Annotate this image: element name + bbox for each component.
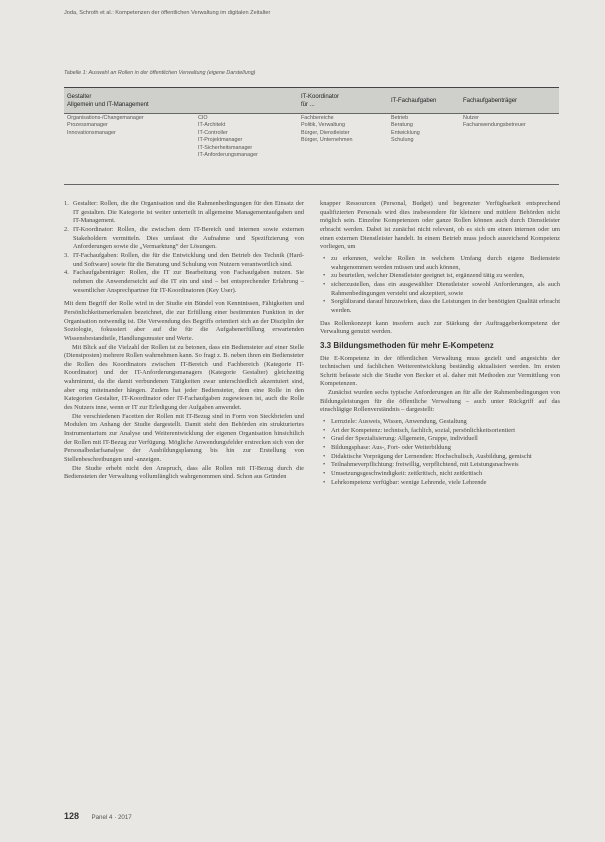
list-number: 2.: [64, 225, 69, 233]
paragraph: Das Rollenkonzept kann insofern auch zur Stärkung der Auftraggeberkompetenz der Verwaltung genutzt werden.: [320, 319, 560, 336]
header-text: IT-Koordinator: [301, 93, 340, 100]
paragraph: Die verschiedenen Facetten der Rollen mit IT-Bezug sind in Form von Steckbriefen und Modulen im Anhang der Studie dargestellt. Damit steht den Behörden ein strukturiertes Instrumentarium zur Analyse und Weiterentwicklung der eigenen Organisation hinsichtlich der Rollen mit IT-Bezug zur Verfügung. Mögliche Anwendungsfelder erstrecken sich von der Personalbedarfsanalyse der Ausbildungsplanung bis hin zur Erstellung von Stellenbeschreibungen und -anzeigen.: [64, 412, 304, 464]
paragraph: Zunächst wurden sechs typische Anforderungen an für alle der Rahmenbedingungen von Bildungsleistungen für die öffentliche Verwaltung – auch unter Rückgriff auf das einschlägige Rollenverständnis – dargestellt:: [320, 389, 560, 414]
list-text: Lernziele: Ausweis, Wissen, Anwendung, Gestaltung: [331, 418, 467, 426]
list-text: Lehrkompetenz verfügbar: wenige Lehrende, viele Lehrende: [331, 478, 487, 486]
list-text: Didaktische Vorprägung der Lernenden: Hochschulisch, Ausbildung, gemischt: [331, 452, 532, 460]
list-item: • Teilnahmeverpflichtung: freiwillig, verpflichtend, mit Leistungsnachweis: [323, 461, 519, 469]
list-text: IT-Koordinator: Rollen, die zwischen dem IT-Bereich und internen sowie externen Stakeholdern vermitteln. Dies umfasst die Aufnahme und Spezifizierung von Anforderungen sowie die „Vermarktung“ der Lösungen.: [73, 225, 304, 251]
table-cell: Bürger, Unternehmen: [301, 137, 353, 144]
table-cell: Politik, Verwaltung: [301, 122, 346, 129]
table-cell: Schulung: [391, 137, 414, 144]
list-item: [64, 200, 304, 226]
table-cell: IT-Architekt: [198, 122, 226, 129]
list-text: Art der Kompetenz: technisch, fachlich, sozial, persönlichkeitsorientiert: [331, 426, 516, 434]
role-categories-list: [64, 200, 304, 295]
list-item: [64, 269, 304, 295]
table-caption: Tabelle 1: Auswahl an Rollen in der öffentlichen Verwaltung (eigene Darstellung): [64, 70, 256, 76]
table-cell: Entwicklung: [391, 129, 420, 136]
page-footer: [64, 806, 132, 824]
table-header-it-fachaufgaben: [388, 88, 458, 113]
list-item: • Lernziele: Ausweis, Wissen, Anwendung, Gestaltung: [323, 418, 467, 426]
list-text: Umsetzungsgeschwindigkeit: zeitkritisch, nicht zeitkritisch: [331, 470, 483, 478]
table-header-fachaufgabentraeger: [460, 88, 559, 113]
paragraph: Die Studie erhebt nicht den Anspruch, dass alle Rollen mit IT-Bezug durch die Bediensteten der Verwaltung vollumfänglich wahrgenommen sind. Schon aus Gründen: [64, 464, 304, 481]
header-text: Fachaufgabenträger: [463, 97, 518, 104]
list-item: • zu erkennen, welche Rollen in welchem Umfang durch eigene Bedienstete wahrgenommen werden müssen und auch können,: [323, 254, 560, 271]
page-number: 128: [64, 811, 80, 821]
list-text: Teilnahmeverpflichtung: freiwillig, verpflichtend, mit Leistungsnachweis: [331, 461, 519, 469]
table-cell: Nutzer: [463, 115, 479, 121]
list-item: • sicherzustellen, dass ein ausgewählter Dienstleister sowohl Anforderungen, als auch Rahmenbedingungen versteht und akzeptiert, sowie: [323, 280, 560, 297]
table-header-it-koordinator: [298, 88, 386, 113]
header-text: Gestalter: [67, 93, 92, 100]
table-cell: IT-Projektmanager: [198, 137, 243, 144]
header-text: Allgemein und IT-Management: [67, 101, 149, 108]
list-item: [64, 252, 304, 269]
table-cell: IT-Anforderungsmanager: [198, 152, 258, 159]
list-item: • Art der Kompetenz: technisch, fachlich, sozial, persönlichkeitsorientiert: [323, 426, 516, 434]
table-cell: Innovationsmanager: [67, 129, 116, 136]
paragraph: Mit Blick auf die Vielzahl der Rollen ist zu betonen, dass ein Bediensteter auf einer Stelle (Dienstposten) mehrere Rollen wahrnehmen kann. So fragt z. B. neben ihren ein Bediensteter die Rollen des Koordinators zwischen IT-Bereich und Fachbereich (Kategorie IT-Koordinator) und der IT-Anforderungsmanagers (Kategorie Gestalter) gleichzeitig wahrnimmt, da die damit verbundenen Tätigkeiten zwar unterschiedlich akzentuiert sind, aber eng miteinander hängen. Zudem hat jeder Bediensteter, dem eine Rolle in den Kategorien Gestalter, IT-Koordinator oder IT-Fachaufgaben zugewiesen ist, auch die Rolle des Nutzers inne, wenn er IT zur Erledigung der Aufgaben anwendet.: [64, 343, 304, 412]
table-column-fachaufgabentraeger: [463, 115, 558, 130]
list-item: [64, 226, 304, 252]
header-text: für ...: [301, 101, 315, 108]
paragraph: Mit dem Begriff der Rolle wird in der Studie ein Bündel von Kenntnissen, Fähigkeiten und Persönlichkeitsmerkmalen bezeichnet, die zur Erfüllung einer bestimmten Funktion in der Organisation notwendig ist. Die Verwendung des Begriffs orientiert sich an der Disziplin der Soziologie, fokussiert aber auf die für die Aufgabenerfüllung erwartenden Wissensbestandteile, Handlungsmuster und Werte.: [64, 300, 304, 342]
list-text: sicherzustellen, dass ein ausgewählter Dienstleister sowohl Anforderungen, als auch Rahmenbedingungen versteht und akzeptiert, sowie: [331, 280, 560, 297]
list-number: 1.: [64, 200, 69, 207]
list-item: • Grad der Spezialisierung: Allgemein, Gruppe, individuell: [323, 435, 478, 443]
list-item: • Didaktische Vorprägung der Lernenden: Hochschulisch, Ausbildung, gemischt: [323, 452, 532, 460]
list-text: zu beurteilen, welcher Dienstleister geeignet ist, ergänzend tätig zu werden,: [331, 272, 525, 280]
table-cell: Organisations-/Changemanager: [67, 115, 144, 121]
list-number: 3.: [64, 251, 69, 259]
table-cell: Fachbereiche: [301, 115, 334, 121]
list-item: • Sorgfältsrand darauf hinzuwirken, dass die Leistungen in der benötigten Qualität erbracht werden.: [323, 298, 560, 314]
list-item: • Lehrkompetenz verfügbar: wenige Lehrende, viele Lehrende: [323, 478, 487, 486]
table-header-gestalter: [64, 88, 198, 113]
section-heading: 3.3 Bildungsmethoden für mehr E-Kompetenz: [320, 340, 494, 350]
list-text: Grad der Spezialisierung: Allgemein, Gruppe, individuell: [331, 435, 478, 443]
table-column-it-fachaufgaben: [391, 115, 457, 145]
table-cell: IT-Sicherheitsmanager: [198, 144, 253, 151]
list-number: 4.: [64, 269, 69, 277]
list-text: Fachaufgabenträger: Rollen, die IT zur Bearbeitung von Fachaufgaben nutzen. Sie nehmen die Anwenderseicht auf die IT ein und sind – bei entsprechender Erfahrung – wesentlicher Ansprechpartner für IT-Koordinatoren (Key User).: [73, 269, 304, 294]
table-cell: Bürger, Dienstleister: [301, 129, 350, 136]
table-cell: Beratung: [391, 122, 413, 129]
left-text-column: [64, 200, 304, 482]
list-text: zu erkennen, welche Rollen in welchem Umfang durch eigene Bedienstete wahrgenommen werden müssen und auch können,: [331, 254, 560, 271]
running-head: Joda, Schroth et al.: Kompetenzen der öffentlichen Verwaltung im digitalen Zeitalter: [64, 10, 271, 16]
list-text: IT-Fachaufgaben: Rollen, die für die Entwicklung und den Betrieb des Technik (Hard- und Software) sowie für die Beratung und Schulung von Nutzern verantwortlich sind.: [73, 251, 304, 268]
table-cell: IT-Controller: [198, 129, 228, 136]
right-text-column: [320, 200, 560, 487]
paragraph: knapper Ressourcen (Personal, Budget) und begrenzter Verfügbarkeit entsprechend qualifizierten Personals wird dies insbesondere für kleinere und mittlere Behörden nicht möglich sein. Einzelne Kompetenzen oder ganze Rollen können auch durch Dienstleister erbracht werden. Dabei ist zunächst nicht relevant, ob es sich um einen internen oder um einen externen Dienstleister handelt. In einem Betrieb muss jedoch ausreichend Kompetenz vorliegen, um: [320, 200, 560, 251]
table-column-it-koordinator: [301, 115, 387, 145]
roles-table: [64, 87, 559, 185]
table-column-gestalter-it: [198, 115, 294, 159]
table-cell: Fachanwendungsbetreuer: [463, 122, 526, 129]
education-criteria-list: [320, 418, 560, 487]
competence-bullet-list: [320, 255, 560, 316]
issue-label: Panel 4 · 2017: [91, 814, 132, 821]
list-item: • Umsetzungsgeschwindigkeit: zeitkritisch, nicht zeitkritisch: [323, 470, 483, 478]
list-item: • Bildungsphase: Aus-, Fort- oder Weiterbildung: [323, 444, 451, 452]
paragraph: Die E-Kompetenz in der öffentlichen Verwaltung muss gezielt und angesichts der technischen und fachlichen Weiterentwicklung beständig aktualisiert werden. Im ersten Schritt befasste sich die Studie von Becker et al. daher mit Methoden zur Vermittlung von Kompetenzen.: [320, 354, 560, 388]
table-header-row: [64, 88, 559, 114]
table-cell: Betrieb: [391, 115, 409, 121]
table-cell: Prozessmanager: [67, 122, 108, 129]
list-text: Gestalter: Rollen, die die Organisation und die Rahmenbedingungen für den Einsatz der IT gestalten. Die Kategorie ist weiter unterteilt in allgemeine Managementaufgaben und IT-Management.: [73, 200, 304, 225]
list-item: • zu beurteilen, welcher Dienstleister geeignet ist, ergänzend tätig zu werden,: [323, 272, 525, 280]
list-text: Sorgfältsrand darauf hinzuwirken, dass die Leistungen in der benötigten Qualität erbracht werden.: [331, 298, 560, 314]
list-text: Bildungsphase: Aus-, Fort- oder Weiterbildung: [331, 444, 451, 452]
header-text: IT-Fachaufgaben: [391, 97, 437, 104]
table-cell: CIO: [198, 115, 208, 121]
table-column-gestalter-allgemein: [67, 115, 193, 137]
